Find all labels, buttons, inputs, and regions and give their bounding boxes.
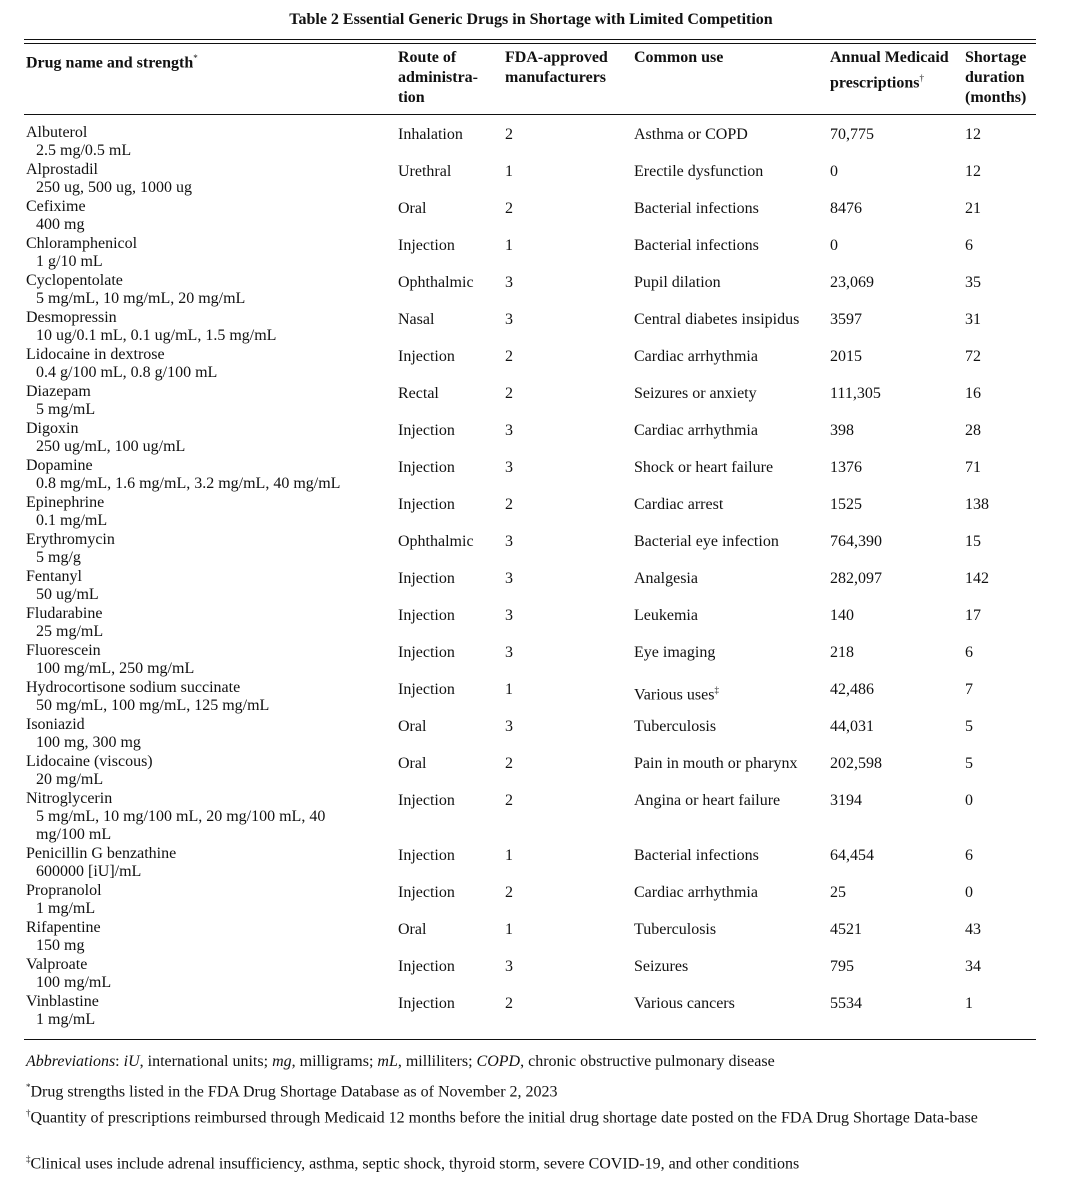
table-caption: Table 2 Essential Generic Drugs in Shortage with Limited Competition (289, 11, 773, 28)
common-use: Erectile dysfunction (634, 163, 764, 180)
manufacturers: 2 (505, 884, 513, 901)
medicaid-prescriptions: 111,305 (830, 385, 881, 402)
drug-name: Hydrocortisone sodium succinate (26, 679, 241, 696)
manufacturers: 3 (505, 459, 513, 476)
header-drug: Drug name and strength* (26, 53, 198, 72)
manufacturers: 2 (505, 496, 513, 513)
table-row (0, 919, 1090, 956)
drug-name: Fluorescein (26, 642, 101, 659)
drug-name: Erythromycin (26, 531, 115, 548)
shortage-duration: 16 (965, 385, 981, 402)
drug-strength: 25 mg/mL (36, 623, 104, 640)
manufacturers: 3 (505, 533, 513, 550)
medicaid-prescriptions: 2015 (830, 348, 862, 365)
abbreviation-term: mg (272, 1053, 292, 1070)
shortage-duration: 72 (965, 348, 981, 365)
route: Ophthalmic (398, 274, 474, 291)
top-rule-double (24, 43, 1036, 44)
shortage-duration: 138 (965, 496, 989, 513)
drug-strength: 5 mg/g (36, 549, 81, 566)
route: Oral (398, 921, 427, 938)
manufacturers: 2 (505, 200, 513, 217)
table-row (0, 198, 1090, 235)
shortage-duration: 43 (965, 921, 981, 938)
drug-name: Propranolol (26, 882, 102, 899)
abbreviation-definition: international units (147, 1053, 264, 1070)
medicaid-prescriptions: 5534 (830, 995, 862, 1012)
common-use: Bacterial eye infection (634, 533, 779, 550)
common-use: Cardiac arrhythmia (634, 884, 758, 901)
common-use: Shock or heart failure (634, 459, 774, 476)
top-rule (24, 39, 1036, 40)
table-row (0, 882, 1090, 919)
table-row (0, 235, 1090, 272)
shortage-duration: 71 (965, 459, 981, 476)
bottom-rule (24, 1039, 1036, 1040)
medicaid-prescriptions: 795 (830, 958, 854, 975)
table-row (0, 420, 1090, 457)
manufacturers: 1 (505, 921, 513, 938)
shortage-duration: 5 (965, 718, 973, 735)
manufacturers: 3 (505, 274, 513, 291)
route: Injection (398, 496, 455, 513)
common-use: Tuberculosis (634, 718, 717, 735)
manufacturers: 1 (505, 847, 513, 864)
drug-name: Lidocaine in dextrose (26, 346, 165, 363)
manufacturers: 1 (505, 237, 513, 254)
drug-name: Lidocaine (viscous) (26, 753, 153, 770)
table-row (0, 309, 1090, 346)
drug-strength: 1 g/10 mL (36, 253, 103, 270)
route: Injection (398, 884, 455, 901)
shortage-duration: 1 (965, 995, 973, 1012)
medicaid-prescriptions: 3597 (830, 311, 862, 328)
table-row (0, 161, 1090, 198)
abbreviation-term: mL (377, 1053, 398, 1070)
manufacturers: 3 (505, 607, 513, 624)
manufacturers: 2 (505, 126, 513, 143)
drug-name: Albuterol (26, 124, 88, 141)
drug-strength: 0.1 mg/mL (36, 512, 108, 529)
manufacturers: 3 (505, 958, 513, 975)
drug-strength: 5 mg/mL, 10 mg/mL, 20 mg/mL (36, 290, 246, 307)
drug-name: Nitroglycerin (26, 790, 113, 807)
drug-name: Cyclopentolate (26, 272, 123, 289)
common-use: Cardiac arrest (634, 496, 724, 513)
drug-name: Vinblastine (26, 993, 99, 1010)
table-row (0, 716, 1090, 753)
medicaid-prescriptions: 25 (830, 884, 846, 901)
drug-strength: 100 mg, 300 mg (36, 734, 141, 751)
drug-strength: 250 ug/mL, 100 ug/mL (36, 438, 186, 455)
shortage-duration: 7 (965, 681, 973, 698)
route: Injection (398, 237, 455, 254)
medicaid-prescriptions: 218 (830, 644, 854, 661)
manufacturers: 2 (505, 995, 513, 1012)
manufacturers: 1 (505, 163, 513, 180)
drug-name: Rifapentine (26, 919, 101, 936)
medicaid-prescriptions: 8476 (830, 200, 862, 217)
common-use: Angina or heart failure (634, 792, 781, 809)
medicaid-prescriptions: 23,069 (830, 274, 874, 291)
manufacturers: 2 (505, 385, 513, 402)
drug-strength: 0.8 mg/mL, 1.6 mg/mL, 3.2 mg/mL, 40 mg/mL (36, 475, 341, 492)
medicaid-prescriptions: 0 (830, 237, 838, 254)
manufacturers: 3 (505, 422, 513, 439)
drug-strength: 5 mg/mL, 10 mg/100 mL, 20 mg/100 mL, 40 mg/100 mL (36, 808, 326, 843)
drug-strength: 20 mg/mL (36, 771, 104, 788)
drug-name: Fentanyl (26, 568, 82, 585)
drug-name: Epinephrine (26, 494, 105, 511)
common-use: Asthma or COPD (634, 126, 748, 143)
footnote-star: *Drug strengths listed in the FDA Drug Shortage Database as of November 2, 2023 (26, 1082, 558, 1101)
abbreviations-label: Abbreviations (26, 1053, 116, 1070)
route: Injection (398, 570, 455, 587)
header-rule (24, 114, 1036, 115)
abbreviation-term: iU (123, 1053, 140, 1070)
abbreviation-definition: chronic obstructive pulmonary disease (528, 1053, 775, 1070)
table-row (0, 605, 1090, 642)
table-row (0, 457, 1090, 494)
table-row (0, 790, 1090, 845)
manufacturers: 3 (505, 644, 513, 661)
table-row (0, 993, 1090, 1030)
table-row (0, 346, 1090, 383)
shortage-duration: 0 (965, 792, 973, 809)
abbreviation-definition: milligrams (299, 1053, 369, 1070)
route: Injection (398, 995, 455, 1012)
route: Injection (398, 681, 455, 698)
common-use: Seizures or anxiety (634, 385, 757, 402)
medicaid-prescriptions: 1525 (830, 496, 862, 513)
drug-name: Digoxin (26, 420, 79, 437)
drug-strength: 0.4 g/100 mL, 0.8 g/100 mL (36, 364, 218, 381)
footnote-dagger: †Quantity of prescriptions reimbursed through Medicaid 12 months before the initial drug shortage date posted on the FDA Drug Shortage Data-base (26, 1108, 978, 1127)
table-row (0, 272, 1090, 309)
table-row (0, 956, 1090, 993)
shortage-duration: 34 (965, 958, 981, 975)
medicaid-prescriptions: 282,097 (830, 570, 882, 587)
medicaid-prescriptions: 398 (830, 422, 854, 439)
drug-name: Dopamine (26, 457, 93, 474)
table-row (0, 679, 1090, 716)
shortage-duration: 6 (965, 237, 973, 254)
drug-name: Penicillin G benzathine (26, 845, 177, 862)
common-use: Various cancers (634, 995, 735, 1012)
common-use: Bacterial infections (634, 200, 759, 217)
common-use: Analgesia (634, 570, 698, 587)
drug-name: Desmopressin (26, 309, 117, 326)
shortage-duration: 6 (965, 847, 973, 864)
header-use: Common use (634, 49, 724, 66)
table-row (0, 531, 1090, 568)
medicaid-prescriptions: 70,775 (830, 126, 874, 143)
shortage-duration: 21 (965, 200, 981, 217)
header-fda: FDA-approved manufacturers (505, 49, 608, 86)
common-use: Bacterial infections (634, 847, 759, 864)
manufacturers: 3 (505, 311, 513, 328)
header-shortage: Shortage duration (months) (965, 49, 1027, 106)
drug-name: Alprostadil (26, 161, 98, 178)
shortage-duration: 12 (965, 163, 981, 180)
route: Injection (398, 792, 455, 809)
common-use: Eye imaging (634, 644, 716, 661)
manufacturers: 2 (505, 755, 513, 772)
manufacturers: 1 (505, 681, 513, 698)
medicaid-prescriptions: 4521 (830, 921, 862, 938)
common-use: Central diabetes insipidus (634, 311, 800, 328)
common-use: Pain in mouth or pharynx (634, 755, 798, 772)
medicaid-prescriptions: 202,598 (830, 755, 882, 772)
medicaid-prescriptions: 764,390 (830, 533, 882, 550)
shortage-duration: 35 (965, 274, 981, 291)
manufacturers: 3 (505, 570, 513, 587)
drug-name: Diazepam (26, 383, 91, 400)
drug-strength: 10 ug/0.1 mL, 0.1 ug/mL, 1.5 mg/mL (36, 327, 277, 344)
table-row (0, 568, 1090, 605)
shortage-duration: 17 (965, 607, 981, 624)
drug-name: Fludarabine (26, 605, 103, 622)
drug-name: Cefixime (26, 198, 86, 215)
drug-strength: 1 mg/mL (36, 1011, 96, 1028)
drug-strength: 400 mg (36, 216, 85, 233)
route: Injection (398, 958, 455, 975)
route: Urethral (398, 163, 452, 180)
drug-strength: 100 mg/mL, 250 mg/mL (36, 660, 195, 677)
route: Injection (398, 847, 455, 864)
medicaid-prescriptions: 0 (830, 163, 838, 180)
medicaid-prescriptions: 1376 (830, 459, 862, 476)
route: Ophthalmic (398, 533, 474, 550)
table-row (0, 124, 1090, 161)
table-body (0, 124, 1090, 1030)
manufacturers: 3 (505, 718, 513, 735)
shortage-duration: 5 (965, 755, 973, 772)
route: Injection (398, 459, 455, 476)
medicaid-prescriptions: 140 (830, 607, 854, 624)
manufacturers: 2 (505, 792, 513, 809)
table-row (0, 494, 1090, 531)
drug-strength: 250 ug, 500 ug, 1000 ug (36, 179, 192, 196)
medicaid-prescriptions: 44,031 (830, 718, 874, 735)
table-row (0, 753, 1090, 790)
shortage-duration: 142 (965, 570, 989, 587)
route: Rectal (398, 385, 439, 402)
manufacturers: 2 (505, 348, 513, 365)
drug-strength: 50 ug/mL (36, 586, 99, 603)
shortage-duration: 12 (965, 126, 981, 143)
common-use: Cardiac arrhythmia (634, 348, 758, 365)
drug-strength: 100 mg/mL (36, 974, 112, 991)
table-row (0, 642, 1090, 679)
abbreviations-note: Abbreviations: iU, international units; mg, milligrams; mL, milliliters; COPD, chronic obstructive pulmonary disease (26, 1053, 775, 1070)
medicaid-prescriptions: 42,486 (830, 681, 874, 698)
drug-strength: 600000 [iU]/mL (36, 863, 142, 880)
shortage-duration: 28 (965, 422, 981, 439)
table-row (0, 845, 1090, 882)
route: Injection (398, 607, 455, 624)
route: Injection (398, 348, 455, 365)
drug-strength: 2.5 mg/0.5 mL (36, 142, 132, 159)
route: Injection (398, 422, 455, 439)
shortage-duration: 31 (965, 311, 981, 328)
route: Oral (398, 200, 427, 217)
shortage-duration: 0 (965, 884, 973, 901)
header-route: Route of administra-tion (398, 49, 478, 106)
common-use: Tuberculosis (634, 921, 717, 938)
abbreviation-term: COPD (476, 1053, 521, 1070)
route: Oral (398, 755, 427, 772)
common-use: Leukemia (634, 607, 698, 624)
route: Injection (398, 644, 455, 661)
drug-name: Isoniazid (26, 716, 85, 733)
shortage-duration: 15 (965, 533, 981, 550)
drug-strength: 1 mg/mL (36, 900, 96, 917)
common-use: Bacterial infections (634, 237, 759, 254)
route: Nasal (398, 311, 435, 328)
drug-name: Chloramphenicol (26, 235, 138, 252)
footnote-double-dagger: ‡Clinical uses include adrenal insufficiency, asthma, septic shock, thyroid storm, severe COVID-19, and other conditions (26, 1154, 800, 1173)
route: Inhalation (398, 126, 463, 143)
drug-strength: 5 mg/mL (36, 401, 96, 418)
common-use: Pupil dilation (634, 274, 721, 291)
abbreviation-definition: milliliters (405, 1053, 469, 1070)
drug-strength: 150 mg (36, 937, 85, 954)
shortage-duration: 6 (965, 644, 973, 661)
common-use: Seizures (634, 958, 689, 975)
medicaid-prescriptions: 64,454 (830, 847, 874, 864)
table-row (0, 383, 1090, 420)
common-use: Cardiac arrhythmia (634, 422, 758, 439)
header-medicaid: Annual Medicaid prescriptions† (830, 49, 949, 92)
drug-strength: 50 mg/mL, 100 mg/mL, 125 mg/mL (36, 697, 270, 714)
route: Oral (398, 718, 427, 735)
common-use: Various uses‡ (634, 685, 719, 704)
drug-name: Valproate (26, 956, 88, 973)
medicaid-prescriptions: 3194 (830, 792, 862, 809)
